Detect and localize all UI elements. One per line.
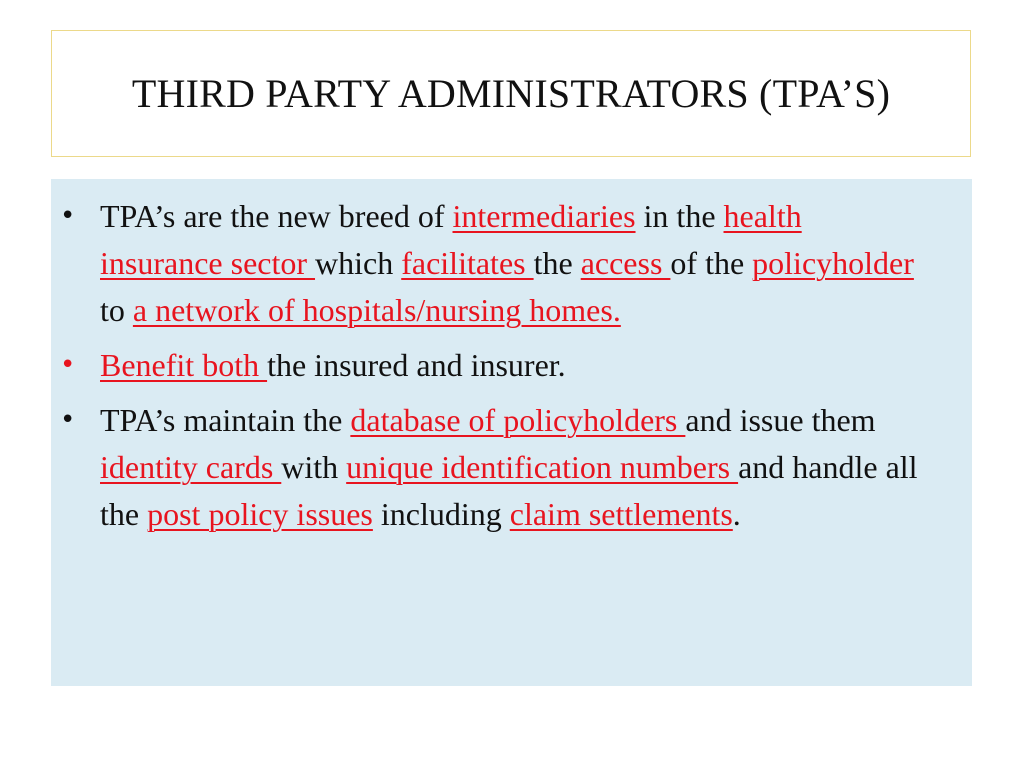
highlighted-term: claim settlements (509, 496, 733, 532)
bullet-marker-icon: • (60, 350, 76, 380)
bullet-marker-icon: • (60, 405, 76, 435)
title-box (51, 30, 971, 157)
text-segment: the insured and insurer. (267, 347, 566, 383)
highlighted-term: health insurance sector (100, 198, 802, 281)
bullet-text (100, 198, 914, 328)
highlighted-term: post policy issues (147, 496, 373, 532)
text-segment: TPA’s are the new breed of (100, 198, 453, 234)
slide-title: THIRD PARTY ADMINISTRATORS (TPA’S) (131, 71, 891, 116)
highlighted-term: facilitates (401, 245, 534, 281)
content-box (51, 179, 972, 686)
bullet-list (51, 193, 932, 538)
highlighted-term: intermediaries (452, 198, 636, 234)
text-segment: to (100, 292, 133, 328)
highlighted-term: a network of hospitals/nursing homes. (132, 292, 621, 328)
highlighted-term: access (580, 245, 671, 281)
bullet-text (100, 402, 918, 532)
highlighted-term: Benefit both (100, 347, 268, 383)
text-segment: and handle all the (100, 449, 918, 532)
bullet-item (51, 342, 932, 389)
bullet-item (51, 397, 932, 538)
text-segment: with (281, 449, 347, 485)
highlighted-term: policyholder (752, 245, 914, 281)
highlighted-term: database of policyholders (350, 402, 686, 438)
text-segment: and issue them (685, 402, 876, 438)
text-segment: TPA’s maintain the (100, 402, 351, 438)
text-segment: including (372, 496, 510, 532)
text-segment: in the (635, 198, 724, 234)
text-segment: of the (670, 245, 753, 281)
text-segment: which (315, 245, 402, 281)
highlighted-term: identity cards (100, 449, 282, 485)
highlighted-term: unique identification numbers (346, 449, 739, 485)
text-segment: the (533, 245, 581, 281)
text-segment: . (732, 496, 741, 532)
bullet-text (100, 347, 566, 383)
bullet-item (51, 193, 932, 334)
bullet-marker-icon: • (60, 201, 76, 231)
